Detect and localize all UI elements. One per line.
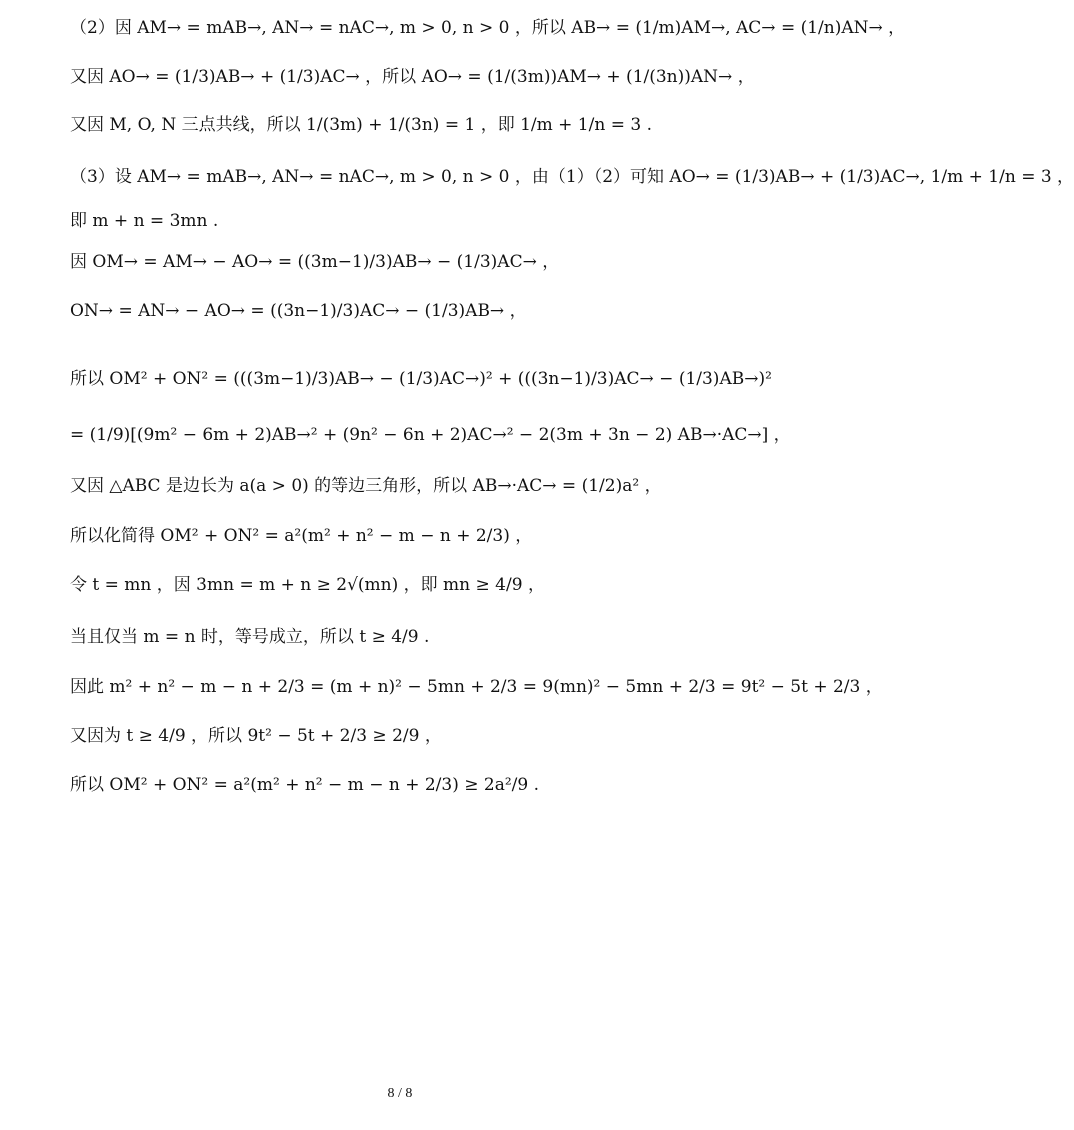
text-line-5: 即 m + n = 3mn . bbox=[70, 211, 219, 231]
text-line-9: = (1/9)[(9m² − 6m + 2)AB→² + (9n² − 6n + 2)AC→² − 2(3m + 3n − 2) AB→·AC→] ， bbox=[70, 425, 791, 445]
text-line-6: 因 OM→ = AM→ − AO→ = ((3m−1)/3)AB→ − (1/3)AC→ ， bbox=[70, 252, 560, 272]
text-line-10: 又因 △ABC 是边长为 a(a > 0) 的等边三角形，所以 AB→·AC→ = (1/2)a² ， bbox=[70, 476, 662, 496]
page-number: 8 / 8 bbox=[387, 1086, 413, 1101]
text-line-3: 又因 M, O, N 三点共线，所以 1/(3m) + 1/(3n) = 1 ，即 1/m + 1/n = 3 . bbox=[70, 115, 652, 135]
text-line-2: 又因 AO→ = (1/3)AB→ + (1/3)AC→ ，所以 AO→ = (1/(3m))AM→ + (1/(3n))AN→ ， bbox=[70, 67, 755, 87]
text-line-7: ON→ = AN→ − AO→ = ((3n−1)/3)AC→ − (1/3)AB→ ， bbox=[70, 301, 527, 321]
text-line-16: 所以 OM² + ON² = a²(m² + n² − m − n + 2/3) ≥ 2a²/9 . bbox=[70, 775, 540, 795]
text-line-8: 所以 OM² + ON² = (((3m−1)/3)AB→ − (1/3)AC→)² + (((3n−1)/3)AC→ − (1/3)AB→)² bbox=[70, 369, 772, 389]
text-line-4: （3）设 AM→ = mAB→, AN→ = nAC→, m > 0, n > 0 ，由（1）（2）可知 AO→ = (1/3)AB→ + (1/3)AC→, 1/m + 1/n = 3 ， bbox=[70, 167, 1074, 187]
text-line-12: 令 t = mn ，因 3mn = m + n ≥ 2√(mn) ，即 mn ≥ 4/9 ， bbox=[70, 575, 545, 595]
text-line-1: （2）因 AM→ = mAB→, AN→ = nAC→, m > 0, n > 0 ，所以 AB→ = (1/m)AM→, AC→ = (1/n)AN→ ， bbox=[70, 18, 906, 38]
text-line-14: 因此 m² + n² − m − n + 2/3 = (m + n)² − 5mn + 2/3 = 9(mn)² − 5mn + 2/3 = 9t² − 5t + 2/3 ， bbox=[70, 677, 883, 697]
text-line-15: 又因为 t ≥ 4/9 ，所以 9t² − 5t + 2/3 ≥ 2/9 ， bbox=[70, 726, 442, 746]
text-line-11: 所以化简得 OM² + ON² = a²(m² + n² − m − n + 2/3) ， bbox=[70, 526, 533, 546]
text-line-13: 当且仅当 m = n 时，等号成立，所以 t ≥ 4/9 . bbox=[70, 627, 430, 647]
